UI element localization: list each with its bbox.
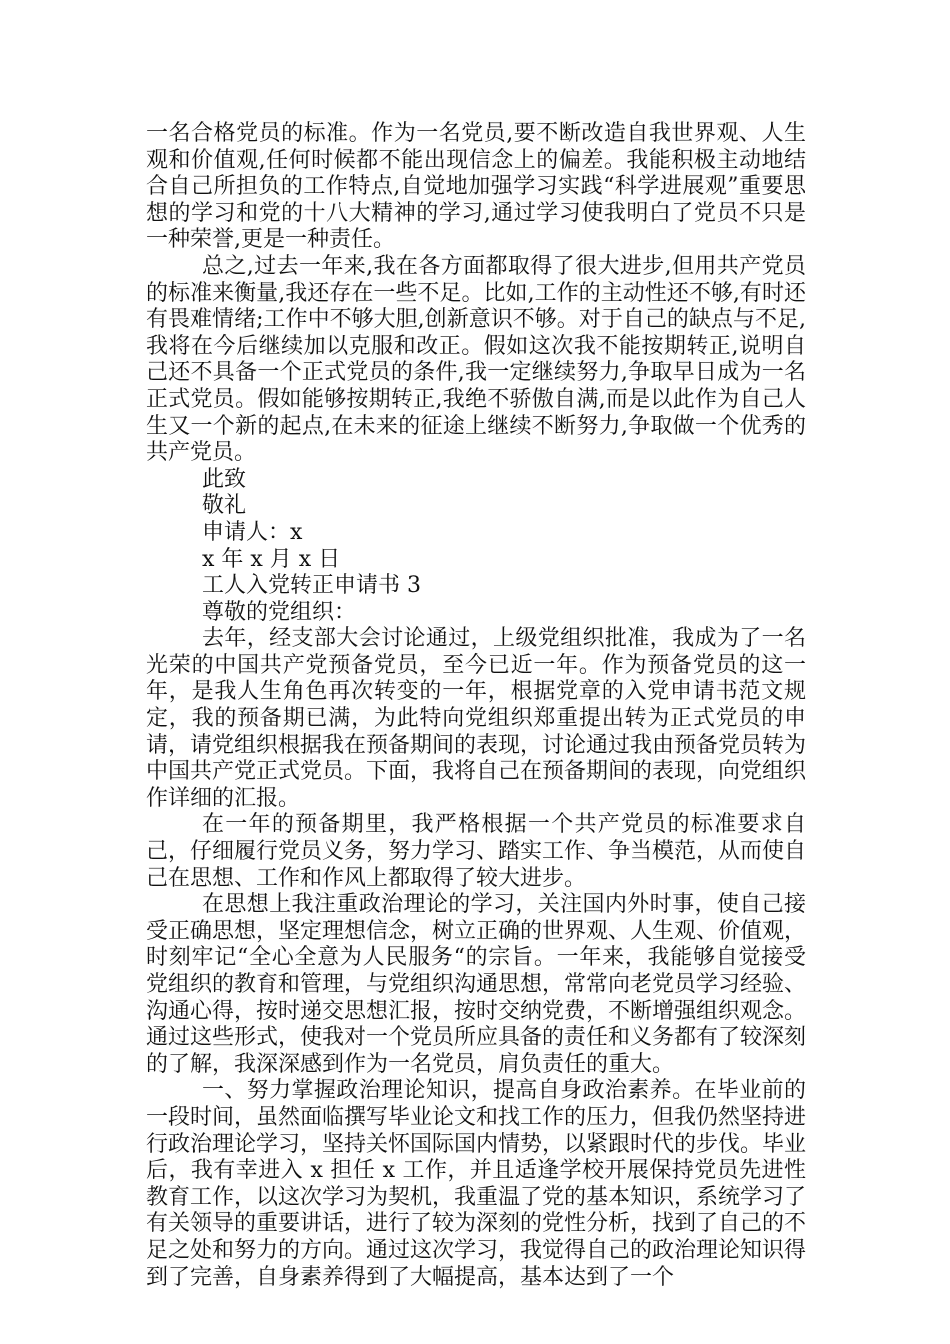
- document-page: [146, 121, 806, 1291]
- salutation: 尊敬的党组织：: [202, 599, 357, 625]
- paragraph-theory: 一、努力掌握政治理论知识，提高自身政治素养。在毕业前的一段时间，虽然面临撰写毕业论文和找工作的压力，但我仍然坚持进行政治理论学习，坚持关怀国际国内情势，以紧跟时代的步伐。毕业后，我有幸进入 x 担任 x 工作，并且适逢学校开展保持党员先进性教育工作，以这次学习为契机，我重温了党的基本知识，系统学习了有关领导的重要讲话，进行了较为深刻的党性分析，找到了自己的不足之处和努力的方向。通过这次学习，我觉得自己的政治理论知识得到了完善，自身素养得到了大幅提高，基本达到了一个: [146, 1078, 807, 1290]
- paragraph-thought: 在思想上我注重政治理论的学习，关注国内外时事，使自己接受正确思想，坚定理想信念，树立正确的世界观、人生观、价值观，时刻牢记“全心全意为人民服务“的宗旨。一年来，我能够自觉接受党组织的教育和管理，与党组织沟通思想，常常向老党员学习经验、沟通心得，按时递交思想汇报，按时交纳党费，不断增强组织观念。通过这些形式，使我对一个党员所应具备的责任和义务都有了较深刻的了解，我深深感到作为一名党员，肩负责任的重大。: [146, 892, 807, 1077]
- section-heading: 工人入党转正申请书 3: [202, 573, 421, 599]
- paragraph-summary: 总之,过去一年来,我在各方面都取得了很大进步,但用共产党员的标准来衡量,我还存在一些不足。比如,工作的主动性还不够,有时还有畏难情绪;工作中不够大胆,创新意识不够。对于自己的缺点与不足,我将在今后继续加以克服和改正。假如这次我不能按期转正,说明自己还不具备一个正式党员的条件,我一定继续努力,争取早日成为一名正式党员。假如能够按期转正,我绝不骄傲自满,而是以此作为自己人生又一个新的起点,在未来的征途上继续不断努力,争取做一个优秀的共产党员。: [146, 253, 806, 466]
- paragraph-standard: 一名合格党员的标准。作为一名党员,要不断改造自我世界观、人生观和价值观,任何时候都不能出现信念上的偏差。我能积极主动地结合自己所担负的工作特点,自觉地加强学习实践“科学进展观”重要思想的学习和党的十八大精神的学习,通过学习使我明白了党员不只是一种荣誉,更是一种责任。: [146, 121, 806, 253]
- date-line: x 年 x 月 x 日: [202, 546, 341, 572]
- closing-line-2: 敬礼: [202, 493, 247, 519]
- applicant-line: 申请人：x: [202, 519, 303, 545]
- closing-line-1: 此致: [202, 466, 247, 492]
- paragraph-probation: 在一年的预备期里，我严格根据一个共产党员的标准要求自己，仔细履行党员义务，努力学习、踏实工作、争当模范，从而使自己在思想、工作和作风上都取得了较大进步。: [146, 812, 807, 891]
- paragraph-intro: 去年，经支部大会讨论通过，上级党组织批准，我成为了一名光荣的中国共产党预备党员，至今已近一年。作为预备党员的这一年，是我人生角色再次转变的一年，根据党章的入党申请书范文规定，我的预备期已满，为此特向党组织郑重提出转为正式党员的申请，请党组织根据我在预备期间的表现，讨论通过我由预备党员转为中国共产党正式党员。下面，我将自己在预备期间的表现，向党组织作详细的汇报。: [146, 626, 807, 811]
